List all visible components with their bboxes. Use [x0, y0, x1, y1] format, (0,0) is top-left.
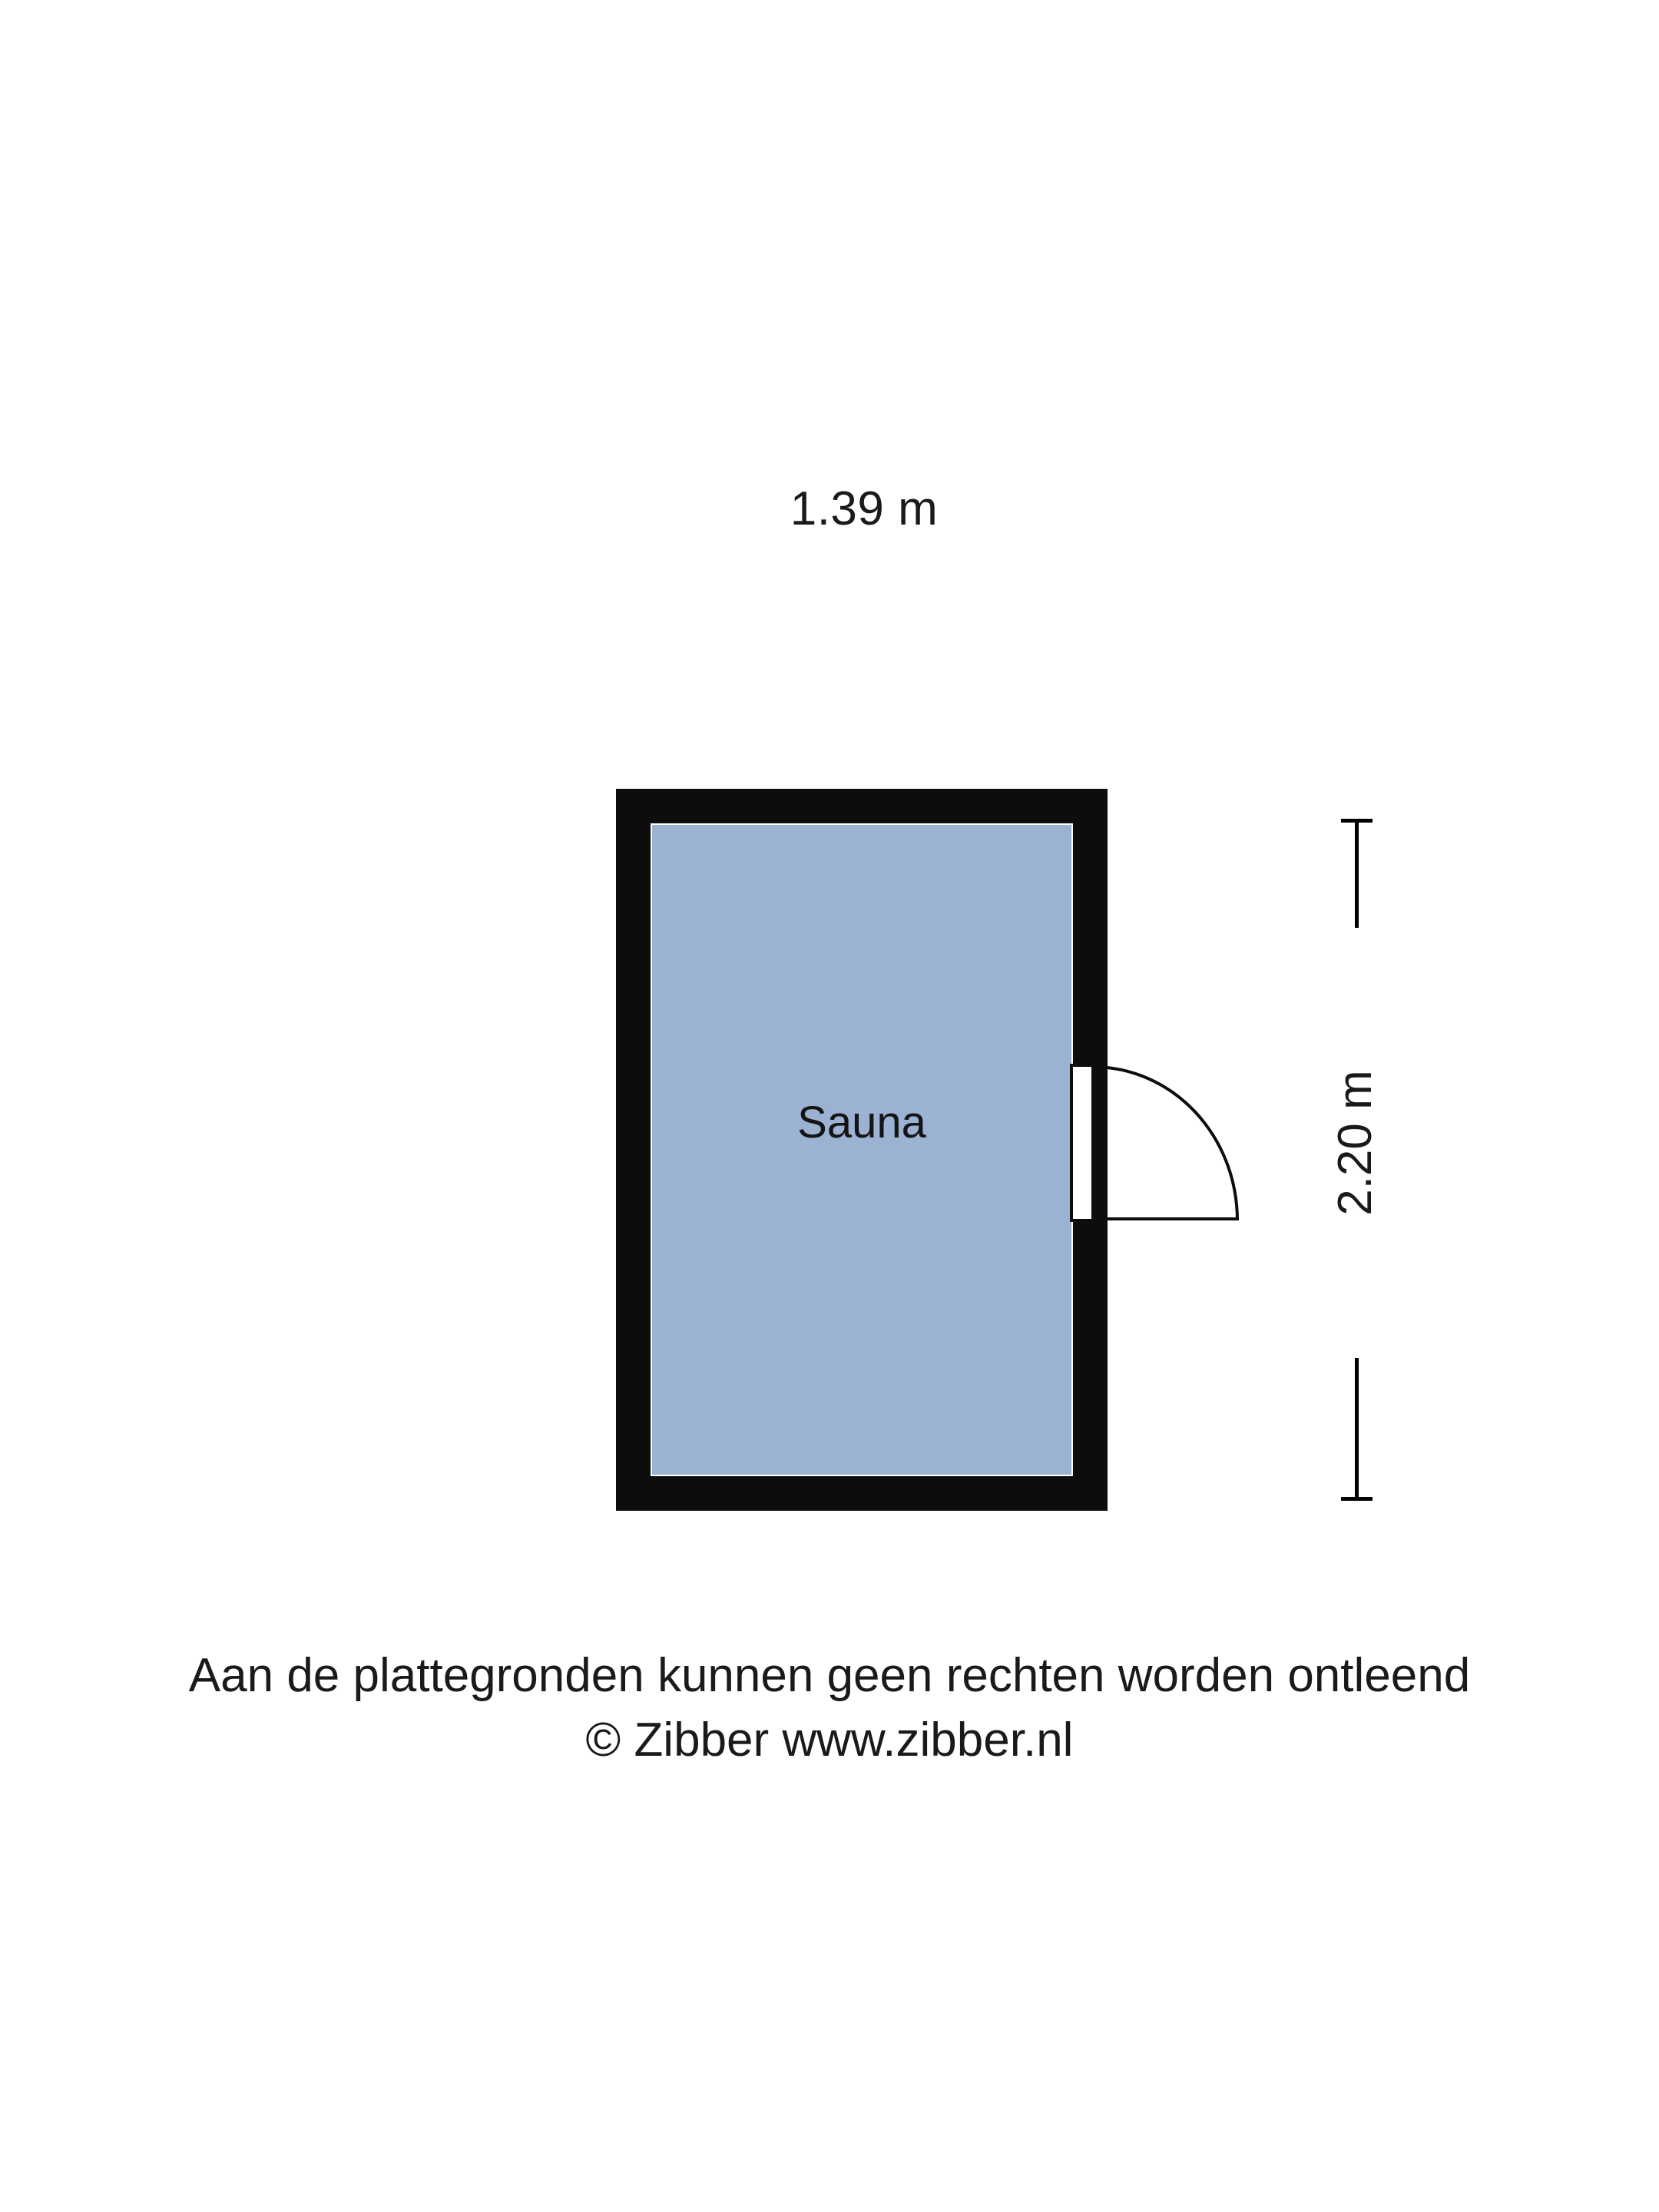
dimension-width — [649, 476, 1079, 545]
dimension-height — [1306, 814, 1398, 1505]
door-swing-arc — [1093, 1065, 1239, 1220]
footer-copyright: © Zibber www.zibber.nl — [585, 1714, 1074, 1767]
room-sauna-floor — [651, 823, 1073, 1476]
dimension-width-label: 1.39 m — [649, 476, 1079, 542]
door-icon — [1070, 1064, 1239, 1225]
footer — [0, 1644, 1659, 1773]
footer-disclaimer: Aan de plattegronden kunnen geen rechten worden ontleend — [188, 1649, 1471, 1702]
dimension-height-label: 2.20 m — [1323, 928, 1389, 1358]
dimension-height-cap-bottom — [1341, 1497, 1373, 1501]
dimension-height-cap-top — [1341, 819, 1373, 823]
room-sauna — [616, 789, 1108, 1511]
room-sauna-label: Sauna — [797, 1098, 926, 1147]
